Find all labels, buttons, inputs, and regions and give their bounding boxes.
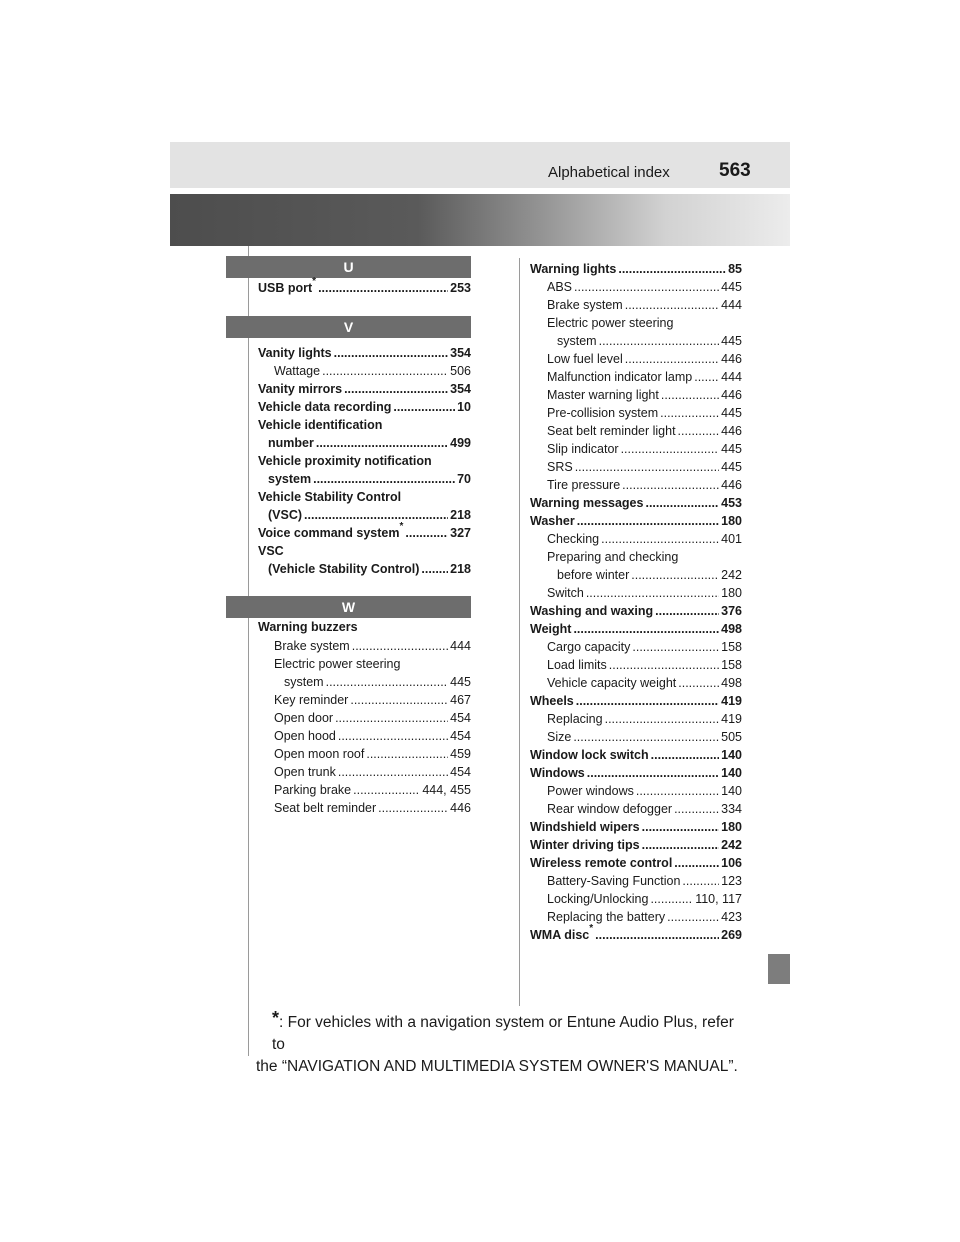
footnote-line-1: : For vehicles with a navigation system or Entune Audio Plus, refer to [272,1014,734,1053]
index-subentry-locking-unlocking: Locking/Unlocking ..... 110, 117 [547,890,742,908]
section-letter-u: U [226,256,471,278]
index-entry-vehicle-stability-control: Vehicle Stability Control [258,490,402,504]
footnote-line-2: the “NAVIGATION AND MULTIMEDIA SYSTEM OWNER'S MANUAL”. [256,1058,738,1075]
index-subentry-vehicle-capacity: Vehicle capacity weight ..... 498 [547,674,742,692]
index-subentry-abs: ABS ..... 445 [547,278,742,296]
index-entry-wheels: Wheels ..... 419 [530,692,742,710]
section-thumb-tab [768,954,790,984]
index-entry-warning-messages: Warning messages ..... 453 [530,494,742,512]
page-number: 563 [719,160,751,181]
index-entry-warning-lights: Warning lights ..... 85 [530,260,742,278]
header-bar [170,142,790,188]
index-entry-vsc-cont: (Vehicle Stability Control) ..... 218 [268,560,471,578]
index-entry-winter-driving: Winter driving tips ..... 242 [530,836,742,854]
page-title: Alphabetical index [548,164,670,181]
index-entry-washer: Washer ..... 180 [530,512,742,530]
index-subentry-brake-system: Brake system ..... 444 [547,296,742,314]
index-subentry-buzzer-parking: Parking brake ..... 444, 455 [274,781,471,799]
index-subentry-buzzer-moonroof: Open moon roof ..... 459 [274,745,471,763]
index-subentry-eps-cont: system ..... 445 [557,332,742,350]
index-subentry-precollision: Pre-collision system ..... 445 [547,404,742,422]
index-entry-vehicle-identification-cont: number ..... 499 [268,434,471,452]
index-entry-washing-waxing: Washing and waxing ..... 376 [530,602,742,620]
index-subentry-srs: SRS ..... 445 [547,458,742,476]
index-subentry-battery-saving: Battery-Saving Function ..... 123 [547,872,742,890]
index-subentry-replacing-battery: Replacing the battery ..... 423 [547,908,742,926]
index-subentry-master-warning: Master warning light ..... 446 [547,386,742,404]
column-divider [519,258,520,1006]
index-subentry-eps: Electric power steering [547,316,674,330]
index-entry-usb-port: USB port* ..... 253 [258,279,471,297]
index-subentry-buzzer-eps-cont: system ..... 445 [284,673,471,691]
header-gradient-band [170,194,790,246]
index-entry-weight: Weight ..... 498 [530,620,742,638]
index-subentry-power-windows: Power windows ..... 140 [547,782,742,800]
index-subentry-load-limits: Load limits ..... 158 [547,656,742,674]
index-entry-vanity-mirrors: Vanity mirrors ..... 354 [258,380,471,398]
index-entry-warning-buzzers: Warning buzzers [258,620,358,634]
index-entry-windshield-wipers: Windshield wipers ..... 180 [530,818,742,836]
index-subentry-rear-defogger: Rear window defogger ..... 334 [547,800,742,818]
index-subentry-buzzer-door: Open door ..... 454 [274,709,471,727]
index-subentry-preparing: Preparing and checking [547,550,679,564]
left-margin-rule [248,246,249,1056]
index-entry-vehicle-stability-control-cont: (VSC) ..... 218 [268,506,471,524]
index-subentry-replacing: Replacing ..... 419 [547,710,742,728]
index-entry-vehicle-identification: Vehicle identification [258,418,383,432]
index-subentry-malfunction: Malfunction indicator lamp ..... 444 [547,368,742,386]
index-subentry-wattage: Wattage ..... 506 [274,362,471,380]
footnote-marker: * [272,1008,280,1028]
index-subentry-checking: Checking ..... 401 [547,530,742,548]
index-entry-windows: Windows ..... 140 [530,764,742,782]
section-letter-v: V [226,316,471,338]
index-entry-vehicle-data-recording: Vehicle data recording ..... 10 [258,398,471,416]
index-entry-window-lock: Window lock switch ..... 140 [530,746,742,764]
index-entry-voice-command: Voice command system* ..... 327 [258,524,471,542]
footnote-marker: * [399,521,404,532]
footnote-marker: * [312,276,317,287]
index-subentry-seatbelt-light: Seat belt reminder light ..... 446 [547,422,742,440]
index-subentry-switch: Switch ..... 180 [547,584,742,602]
index-subentry-buzzer-trunk: Open trunk ..... 454 [274,763,471,781]
index-entry-vanity-lights: Vanity lights ..... 354 [258,344,471,362]
index-entry-vehicle-proximity: Vehicle proximity notification [258,454,432,468]
footnote-marker: * [589,923,594,934]
footnote [256,1008,750,1078]
index-subentry-cargo: Cargo capacity ..... 158 [547,638,742,656]
index-subentry-buzzer-seatbelt: Seat belt reminder ..... 446 [274,799,471,817]
index-subentry-tire-pressure: Tire pressure ..... 446 [547,476,742,494]
section-letter-w: W [226,596,471,618]
index-subentry-slip: Slip indicator ..... 445 [547,440,742,458]
index-subentry-buzzer-hood: Open hood ..... 454 [274,727,471,745]
index-subentry-low-fuel: Low fuel level ..... 446 [547,350,742,368]
index-entry-wireless-remote: Wireless remote control ..... 106 [530,854,742,872]
index-entry-vsc: VSC [258,544,284,558]
index-subentry-size: Size ..... 505 [547,728,742,746]
index-entry-vehicle-proximity-cont: system ..... 70 [268,470,471,488]
index-subentry-preparing-cont: before winter ..... 242 [557,566,742,584]
index-subentry-buzzer-brake: Brake system ..... 444 [274,637,471,655]
index-subentry-buzzer-eps: Electric power steering [274,657,401,671]
index-subentry-buzzer-key: Key reminder ..... 467 [274,691,471,709]
index-entry-wma-disc: WMA disc* ..... 269 [530,926,742,944]
